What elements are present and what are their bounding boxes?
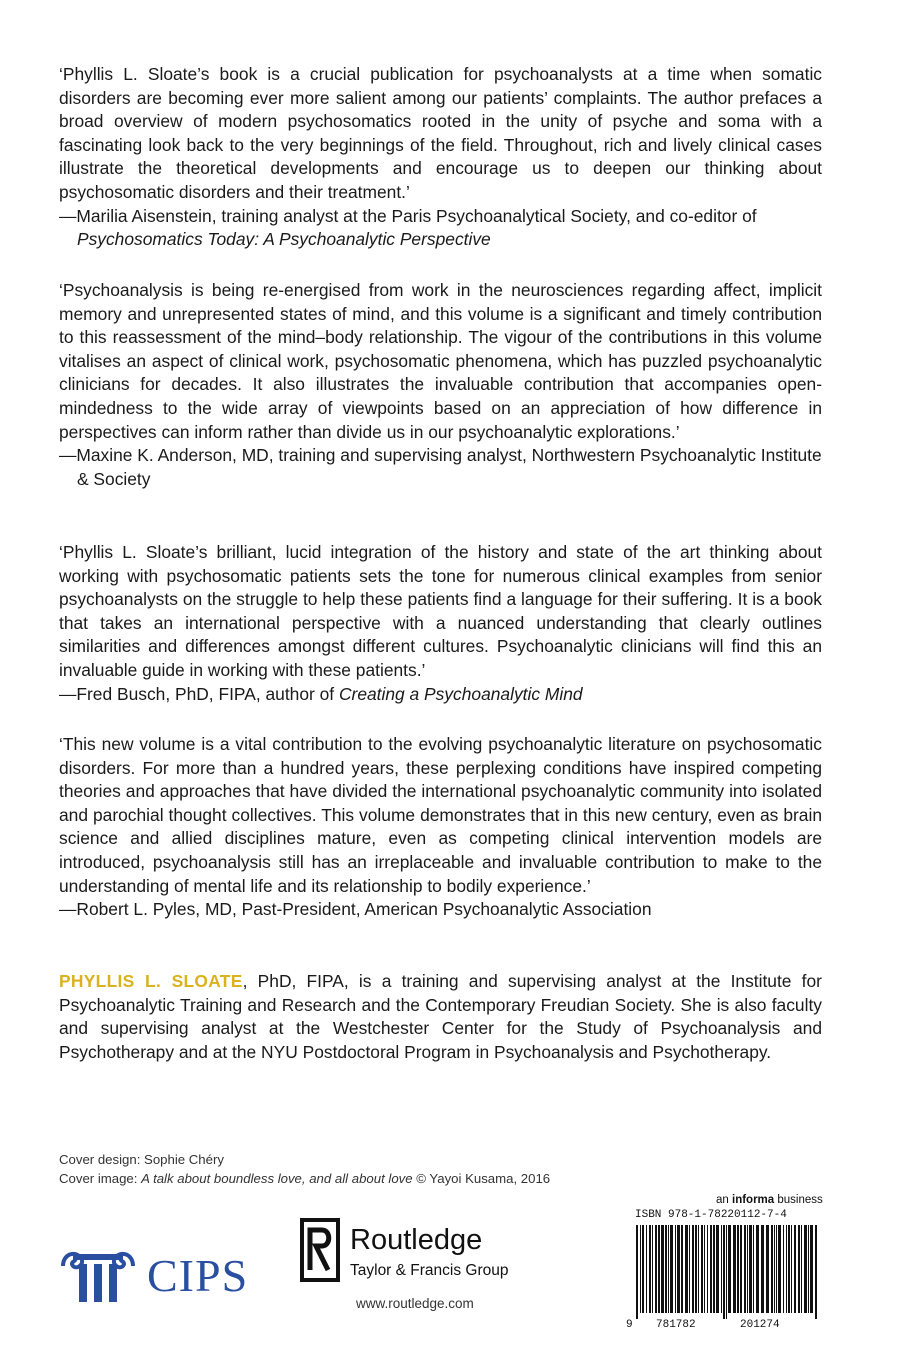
bio-text [59,970,822,1064]
cover-credits [59,1150,550,1188]
barcode-bar [655,1225,657,1313]
barcode-bar [658,1225,660,1313]
barcode-bar [749,1225,752,1313]
barcode-bar [675,1225,676,1313]
quote-text: ‘Phyllis L. Sloate’s book is a crucial publication for psychoanalysts at a time when somatic disorders are becoming ever more salient among our patients’ complaints. The author prefaces a broad overview of modern psychosomatics rooted in the unity of psyche and soma with a fascinating look back to the very beginnings of the field. Throughout, rich and lively clinical cases illustrate the theoretical developments and encourage us to deepen our thinking about psychosomatic disorders and their treatment.’ [59,64,822,202]
barcode-bar [815,1225,817,1319]
isbn-text: ISBN 978-1-78220112-7-4 [635,1209,787,1221]
cover-image-credit [59,1169,550,1188]
bio-body: , PhD, FIPA, is a training and supervising analyst at the Institute for Psychoanalytic Training and Research and the Contemporary Freudian Society. She is also faculty and supervising analyst at the Westchester Center for the Study of Psychoanalysis and Psychotherapy and at the NYU Postdoctoral Program in Psychoanalysis and Psychotherapy. [59,971,822,1062]
cover-image-title: A talk about boundless love, and all about love [141,1171,413,1186]
barcode-bar [640,1225,641,1313]
barcode-bar [670,1225,673,1313]
barcode-bar [761,1225,764,1313]
cover-design-credit: Cover design: Sophie Chéry [59,1152,224,1167]
barcode-bar [744,1225,746,1313]
barcode-digits-left: 781782 [656,1319,696,1331]
quote-2 [59,279,822,491]
quote-attribution [59,683,822,707]
barcode-bar [646,1225,647,1313]
barcode-bar [810,1225,813,1313]
barcode-bar [677,1225,680,1313]
attribution-text: —Robert L. Pyles, MD, Past-President, American Psychoanalytic Association [59,899,652,920]
quote-text: ‘Psychoanalysis is being re-energised from work in the neurosciences regarding affect, implicit memory and unrepresented states of mind, and this volume is a significant and timely contribution to this reassessment of the mind–body relationship. The vigour of the contributions in this volume vitalises an aspect of clinical work, psychosomatic phenomena, which has puzzled psychoanalytic clinicians for decades. It also illustrates the invaluable contribution that accompanies open-mindedness to the wide array of viewpoints based on an appreciation of how difference in perspectives can inform rather than divide us in our psychoanalytic explorations.’ [59,280,822,442]
cips-text: CIPS [147,1249,249,1301]
author-bio [59,970,822,1064]
barcode-bar [798,1225,800,1313]
barcode-bar [733,1225,736,1313]
routledge-subtitle: Taylor & Francis Group [350,1262,509,1279]
quote-3 [59,541,822,706]
barcode-bar [740,1225,742,1313]
barcode-bar [723,1225,725,1319]
quote-attribution [59,205,822,252]
barcode-bar [668,1225,669,1313]
quote-text: ‘Phyllis L. Sloate’s brilliant, lucid integration of the history and state of the art thinking about working with psychosomatic patients sets the tone for numerous clinical examples from senior psychoanalysts on the struggle to help these patients find a language for their suffering. It is a book that takes an international perspective with a nuanced understanding that clearly outlines similarities and differences amongst different cultures. Psychoanalytic clinicians will find this an invaluable guide in working with these patients.’ [59,542,822,680]
barcode-bar [661,1225,664,1313]
barcode-bar [794,1225,796,1313]
quote-attribution [59,898,822,922]
barcode-bar [710,1225,712,1313]
barcode-bar [808,1225,809,1313]
barcode-bar [801,1225,802,1313]
quote-attribution [59,444,822,491]
cips-logo [59,1244,248,1306]
cover-image-suffix: © Yayoi Kusama, 2016 [412,1171,551,1186]
barcode-bar [636,1225,638,1319]
routledge-name: Routledge [350,1224,483,1256]
barcode-bar [753,1225,754,1313]
attribution-title: Psychosomatics Today: A Psychoanalytic Perspective [77,229,491,250]
barcode-bar [726,1225,727,1319]
informa-brand: informa [732,1194,775,1206]
routledge-url: www.routledge.com [356,1296,474,1311]
barcode-bar [681,1225,683,1313]
barcode-bar [756,1225,759,1313]
barcode-bar [771,1225,773,1313]
routledge-r-icon [300,1218,340,1282]
barcode-bar [774,1225,775,1313]
barcode-bar [707,1225,708,1313]
barcode-bar [747,1225,748,1313]
attribution-text: —Fred Busch, PhD, FIPA, author of [59,683,339,704]
attribution-title: Creating a Psychoanalytic Mind [338,683,583,704]
barcode-bar [701,1225,703,1313]
barcode-bar [804,1225,807,1313]
informa-prefix: an [716,1194,732,1206]
barcode-bar [685,1225,688,1313]
barcode-bar [783,1225,784,1313]
barcode-bar [778,1225,781,1313]
barcode-bar [716,1225,719,1313]
barcode-bar [689,1225,690,1313]
barcode-bar [698,1225,699,1313]
attribution-text: —Marilia Aisenstein, training analyst at the Paris Psychoanalytical Society, and co-editor of [59,205,757,226]
barcode-bar [642,1225,644,1313]
barcode-bar [665,1225,667,1313]
informa-tagline [716,1194,823,1206]
author-name: PHYLLIS L. SLOATE [59,971,243,991]
barcode-digit-first: 9 [626,1319,633,1331]
barcode-bar [728,1225,731,1313]
barcode-bar [695,1225,697,1313]
attribution-text: —Maxine K. Anderson, MD, training and supervising analyst, Northwestern Psychoanalytic Institute & Society [59,445,822,489]
barcode-bar [788,1225,790,1313]
barcode-bar [721,1225,722,1313]
barcode-bar [776,1225,777,1313]
barcode-bar [766,1225,769,1313]
barcode-bar [791,1225,792,1313]
quote-4 [59,733,822,922]
barcode-digits-right: 201274 [740,1319,780,1331]
barcode-bar [692,1225,694,1313]
barcode [620,1211,825,1331]
quote-text: ‘This new volume is a vital contribution to the evolving psychoanalytic literature on psychosomatic disorders. For more than a hundred years, these perplexing conditions have inspired competing theories and approaches that have divided the international psychoanalytic community into isolated and parochial thought collectives. This volume demonstrates that in this new century, even as brain science and allied disciplines mature, even as competing clinical intervention models are introduced, psychoanalysis still has an irreplaceable and invaluable contribution to make to the understanding of mental life and its relationship to bodily experience.’ [59,734,822,896]
informa-suffix: business [774,1194,823,1206]
barcode-bar [737,1225,739,1313]
barcode-bar [786,1225,787,1313]
barcode-bars [636,1225,817,1319]
barcode-bar [713,1225,715,1313]
barcode-bar [704,1225,705,1313]
quote-1 [59,63,822,252]
cips-column-icon [59,1244,137,1306]
barcode-bar [652,1225,653,1313]
barcode-bar [649,1225,651,1313]
cover-image-prefix: Cover image: [59,1171,142,1186]
